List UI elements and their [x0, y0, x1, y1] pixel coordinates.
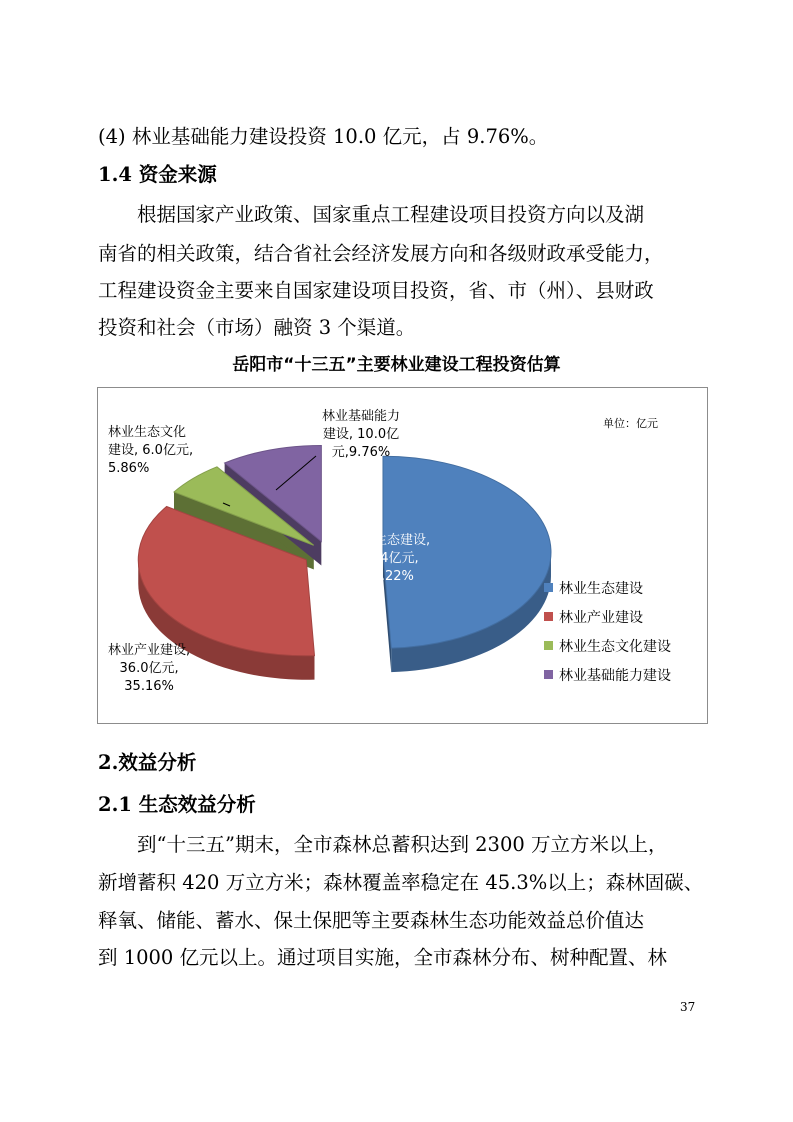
legend-item: 林业基础能力建设 — [544, 660, 671, 689]
paragraph-line: 根据国家产业政策、国家重点工程建设项目投资方向以及湖 — [137, 203, 645, 226]
legend-item: 林业产业建设 — [544, 602, 671, 631]
legend-swatch — [544, 641, 553, 650]
paragraph-line: 到“十三五”期末，全市森林总蓄积达到 2300 万立方米以上， — [137, 833, 668, 856]
paragraph-line: 新增蓄积 420 万立方米；森林覆盖率稳定在 45.3%以上；森林固碳、 — [98, 871, 704, 894]
data-label-capacity: 林业基础能力 建设, 10.0亿 元,9.76% — [322, 409, 401, 460]
unit-note: 单位：亿元 — [603, 417, 658, 430]
list-item-4: (4) 林业基础能力建设投资 10.0 亿元，占 9.76%。 — [98, 125, 549, 148]
chart-title: 岳阳市“十三五”主要林业建设工程投资估算 — [232, 355, 561, 375]
paragraph-line: 工程建设资金主要来自国家建设项目投资，省、市（州）、县财政 — [98, 279, 654, 302]
data-label-eco: 林业生态建设, 50.4亿元, 49.22% — [348, 533, 431, 584]
legend-swatch — [544, 583, 553, 592]
data-label-industry: 林业产业建设, 36.0亿元, 35.16% — [108, 643, 191, 694]
paragraph-line: 到 1000 亿元以上。通过项目实施，全市森林分布、树种配置、林 — [98, 946, 668, 969]
paragraph-line: 投资和社会（市场）融资 3 个渠道。 — [98, 316, 416, 339]
section-heading-1-4: 1.4 资金来源 — [98, 163, 217, 186]
section-heading-2-1: 2.1 生态效益分析 — [98, 793, 256, 816]
chart-legend — [544, 573, 671, 689]
page-number: 37 — [680, 1000, 696, 1014]
legend-swatch — [544, 670, 553, 679]
legend-item: 林业生态文化建设 — [544, 631, 671, 660]
paragraph-line: 南省的相关政策，结合省社会经济发展方向和各级财政承受能力， — [98, 242, 664, 265]
legend-item: 林业生态建设 — [544, 573, 671, 602]
section-heading-2: 2.效益分析 — [98, 751, 197, 774]
legend-swatch — [544, 612, 553, 621]
paragraph-line: 释氧、储能、蓄水、保土保肥等主要森林生态功能效益总价值达 — [98, 909, 645, 932]
pie-chart — [97, 387, 708, 724]
data-label-culture: 林业生态文化 建设, 6.0亿元, 5.86% — [108, 425, 194, 476]
